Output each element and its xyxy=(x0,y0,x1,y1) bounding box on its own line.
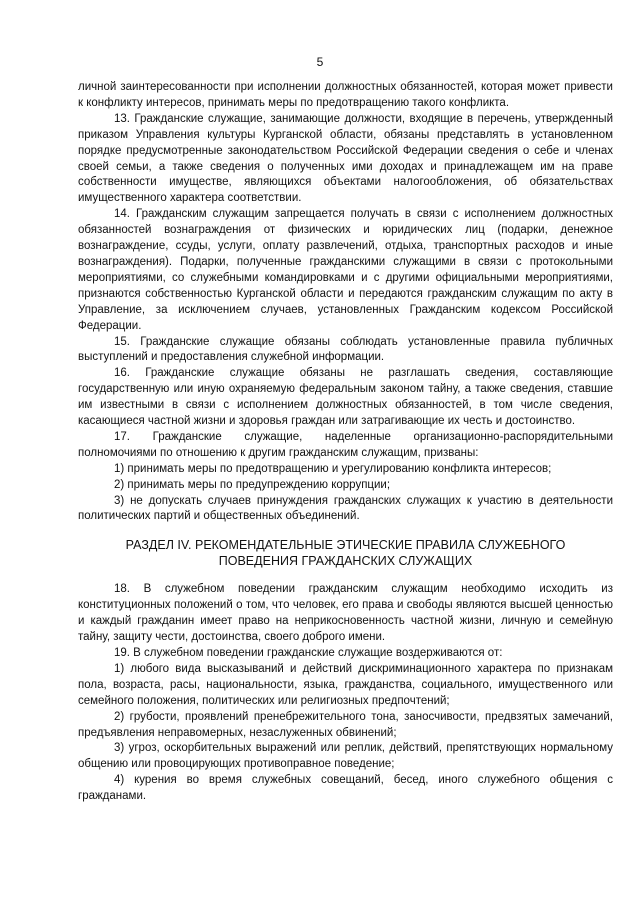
document-body xyxy=(78,80,613,805)
paragraph-19: 19. В служебном поведении гражданские служащие воздерживаются от: xyxy=(114,647,503,659)
paragraph-16: 16. Гражданские служащие обязаны не разглашать сведения, составляющие государственную или иную охраняемую федеральным законом тайну, а также сведения, ставшие им известными в связи с исполнением должностных обязанностей, в том числе сведения, касающиеся частной жизни и здоровья граждан или затрагивающие их честь и достоинство. xyxy=(78,367,613,428)
list-item-19-4: 4) курения во время служебных совещаний, бесед, иного служебного общения с гражданами. xyxy=(78,774,613,803)
section-heading: РАЗДЕЛ IV. РЕКОМЕНДАТЕЛЬНЫЕ ЭТИЧЕСКИЕ ПРАВИЛА СЛУЖЕБНОГО ПОВЕДЕНИЯ ГРАЖДАНСКИХ СЛУЖАЩИХ xyxy=(125,538,566,569)
list-item-17-1: 1) принимать меры по предотвращению и урегулированию конфликта интересов; xyxy=(114,462,552,475)
list-item-17-3: 3) не допускать случаев принуждения гражданских служащих к участию в деятельности политических партий и общественных объединений. xyxy=(78,494,613,523)
page-number: 5 xyxy=(316,55,324,69)
paragraph-15: 15. Гражданские служащие обязаны соблюдать установленные правила публичных выступлений и предоставления служебной информации. xyxy=(78,335,613,364)
list-item-19-3: 3) угроз, оскорбительных выражений или реплик, действий, препятствующих нормальному общению или провоцирующих противоправное поведение; xyxy=(78,742,613,771)
paragraph-14: 14. Гражданским служащим запрещается получать в связи с исполнением должностных обязанностей вознаграждения от физических и юридических лиц (подарки, денежное вознаграждение, ссуды, услуги, оплату развлечений, отдыха, транспортных расходов и иные вознаграждения). Подарки, полученные гражданскими служащими в связи с протокольными мероприятиями, со служебными командировками и с другими официальными мероприятиями, признаются собственностью Курганской области и передаются гражданским служащим по акту в Управление, за исключением случаев, установленных Гражданским кодексом Российской Федерации. xyxy=(78,208,613,332)
list-item-19-2: 2) грубости, проявлений пренебрежительного тона, заносчивости, предвзятых замечаний, предъявления неправомерных, незаслуженных обвинений; xyxy=(78,710,613,739)
paragraph-18: 18. В служебном поведении гражданским служащим необходимо исходить из конституционных положений о том, что человек, его права и свободы являются высшей ценностью и каждый гражданин имеет право на неприкосновенность частной жизни, личную и семейную тайну, защиту чести, достоинства, своего доброго имени. xyxy=(78,583,613,644)
paragraph-continuation: личной заинтересованности при исполнении должностных обязанностей, которая может привести к конфликту интересов, принимать меры по предотвращению такого конфликта. xyxy=(78,81,613,109)
paragraph-13: 13. Гражданские служащие, занимающие должности, входящие в перечень, утвержденный приказом Управления культуры Курганской области, обязаны представлять в установленном порядке предусмотренные законодательством Российской Федерации сведения о себе и членах своей семьи, а также сведения о полученных ими доходах и принадлежащем им на праве собственности имуществе, являющихся объектами налогообложения, об обязательствах имущественного характера соответствии. xyxy=(78,112,613,205)
paragraph-17: 17. Гражданские служащие, наделенные организационно-распорядительными полномочиями по отношению к другим гражданским служащим, призваны: xyxy=(78,430,613,459)
list-item-19-1: 1) любого вида высказываний и действий дискриминационного характера по признакам пола, возраста, расы, национальности, языка, гражданства, социального, имущественного или семейного положения, политических или религиозных предпочтений; xyxy=(78,662,613,707)
list-item-17-2: 2) принимать меры по предупреждению коррупции; xyxy=(114,478,391,491)
